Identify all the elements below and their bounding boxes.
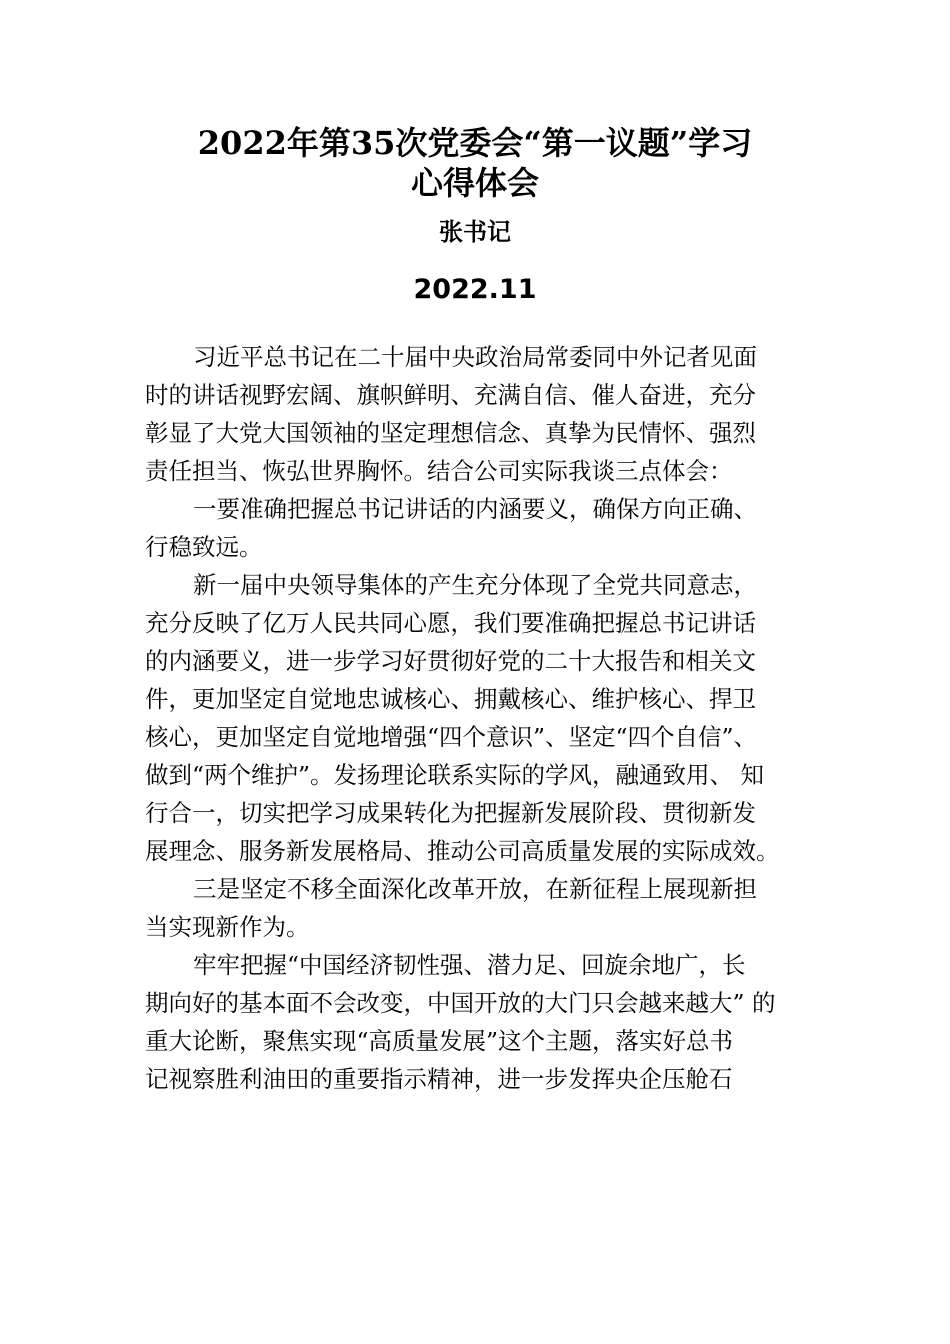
document-title-line-1: 2022年第35次党委会“第一议题”学习 [197, 124, 753, 162]
body-line: 彰显了大党大国领袖的坚定理想信念、真挚为民情怀、强烈 [145, 419, 756, 447]
document-body [145, 338, 815, 1098]
body-line: 充分反映了亿万人民共同心愿，我们要准确把握总书记讲话 [145, 609, 756, 637]
section-heading-line: 行稳致远。 [145, 533, 263, 561]
body-line: 核心，更加坚定自觉地增强“四个意识”、坚定“四个自信”、 [145, 723, 758, 751]
body-line: 做到“两个维护”。发扬理论联系实际的学风，融通致用、 知 [145, 761, 764, 789]
body-line: 记视察胜利油田的重要指示精神，进一步发挥央企压舱石 [145, 1065, 733, 1093]
section-heading-line: 三是坚定不移全面深化改革开放，在新征程上展现新担 [193, 875, 757, 903]
body-line: 责任担当、恢弘世界胸怀。结合公司实际我谈三点体会： [145, 457, 733, 485]
section-heading-line: 当实现新作为。 [145, 913, 310, 941]
body-line: 重大论断，聚焦实现“高质量发展”这个主题，落实好总书 [145, 1027, 734, 1055]
document-author: 张书记 [439, 218, 511, 246]
body-line: 期向好的基本面不会改变，中国开放的大门只会越来越大” 的 [145, 989, 776, 1017]
body-line: 习近平总书记在二十届中央政治局常委同中外记者见面 [193, 343, 757, 371]
body-line: 展理念、服务新发展格局、推动公司高质量发展的实际成效。 [145, 837, 780, 865]
body-line: 新一届中央领导集体的产生充分体现了全党共同意志， [193, 571, 757, 599]
document-date: 2022.11 [413, 274, 537, 305]
body-line: 牢牢把握“中国经济韧性强、潜力足、回旋余地广，长 [193, 951, 746, 979]
body-line: 行合一，切实把学习成果转化为把握新发展阶段、贯彻新发 [145, 799, 756, 827]
body-line: 时的讲话视野宏阔、旗帜鲜明、充满自信、催人奋进，充分 [145, 381, 756, 409]
body-line: 件，更加坚定自觉地忠诚核心、拥戴核心、维护核心、捍卫 [145, 685, 756, 713]
section-heading-line: 一要准确把握总书记讲话的内涵要义，确保方向正确、 [193, 495, 757, 523]
document-title-line-2: 心得体会 [410, 164, 539, 202]
body-line: 的内涵要义，进一步学习好贯彻好党的二十大报告和相关文 [145, 647, 756, 675]
